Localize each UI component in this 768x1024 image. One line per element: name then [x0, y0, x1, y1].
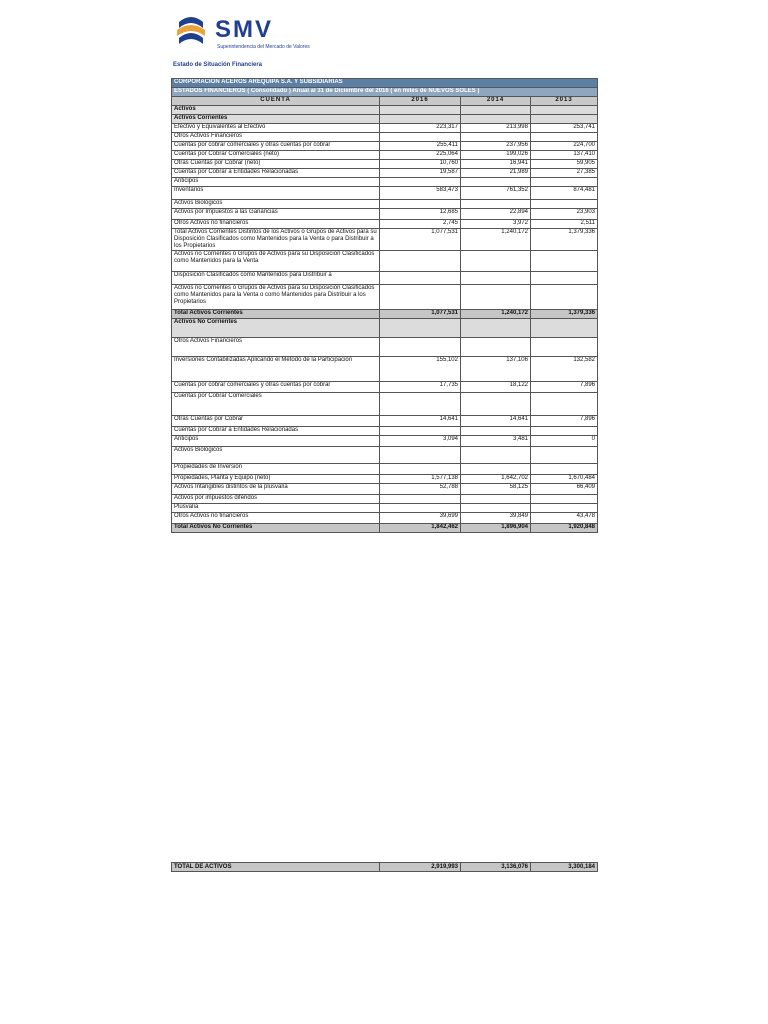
table-row [172, 357, 598, 382]
value-2016: 2,745 [380, 220, 461, 229]
value-2014 [461, 504, 531, 513]
account-label: Cuentas por cobrar comerciales y otras cuentas por cobrar [172, 382, 380, 393]
section-row [172, 106, 598, 115]
account-label: Efectivo y Equivalentes al Efectivo [172, 124, 380, 133]
value-2016: 1,842,462 [380, 524, 461, 533]
value-2014 [461, 393, 531, 416]
value-2013: 1,670,484 [531, 475, 598, 484]
value-2016 [380, 338, 461, 357]
column-header-2014: 2014 [461, 97, 531, 106]
account-label: Cuentas por cobrar comerciales y otras cuentas por cobrar [172, 142, 380, 151]
value-2013 [531, 200, 598, 209]
value-2013: 224,700 [531, 142, 598, 151]
value-2016: 155,102 [380, 357, 461, 382]
value-2013 [531, 319, 598, 338]
table-row [172, 178, 598, 187]
account-label: Otros Activos no financieros [172, 220, 380, 229]
table-row [172, 200, 598, 209]
value-2013 [531, 464, 598, 475]
account-label: Propiedades, Planta y Equipo (neto) [172, 475, 380, 484]
account-label: Total Activos Corrientes Distintos de los Activos o Grupos de Activos para su Disposición Clasificados como Mantenidos para la Venta o para Distribuir a los Propietarios [172, 229, 380, 251]
value-2016 [380, 427, 461, 436]
value-2014: 18,122 [461, 382, 531, 393]
value-2016 [380, 393, 461, 416]
value-2016 [380, 200, 461, 209]
statement-subtitle-row [172, 88, 598, 97]
account-label: Otros Activos Financieros [172, 338, 380, 357]
value-2013 [531, 447, 598, 464]
value-2014: 1,240,172 [461, 310, 531, 319]
column-header-account: CUENTA [172, 97, 380, 106]
value-2013: 253,741 [531, 124, 598, 133]
value-2014 [461, 106, 531, 115]
table-row [172, 484, 598, 495]
value-2014: 1,642,702 [461, 475, 531, 484]
account-label: Otros Activos Financieros [172, 133, 380, 142]
smv-logo-mark [173, 14, 209, 52]
value-2014: 3,972 [461, 220, 531, 229]
document-title: Estado de Situación Financiera [173, 62, 263, 68]
account-label: Otros Activos no financieros [172, 513, 380, 524]
value-2016: 19,587 [380, 169, 461, 178]
value-2013: 23,903 [531, 209, 598, 220]
value-2014: 16,941 [461, 160, 531, 169]
account-label: Cuentas por Cobrar Comerciales (neto) [172, 151, 380, 160]
value-2013 [531, 285, 598, 310]
value-2013: 137,410 [531, 151, 598, 160]
account-label: Total Activos No Corrientes [172, 524, 380, 533]
value-2013 [531, 338, 598, 357]
section-row [172, 319, 598, 338]
account-label: Inversiones Contabilizadas Aplicando el Método de la Participación [172, 357, 380, 382]
value-2013 [531, 106, 598, 115]
value-2016 [380, 272, 461, 285]
grand-total-table [171, 862, 598, 872]
table-row [172, 495, 598, 504]
table-row [172, 285, 598, 310]
value-2014: 21,989 [461, 169, 531, 178]
table-row [172, 504, 598, 513]
value-2013 [531, 178, 598, 187]
value-2014: 761,352 [461, 187, 531, 200]
table-row [172, 475, 598, 484]
table-row [172, 513, 598, 524]
table-row [172, 151, 598, 160]
account-label: Activos no Corrientes o Grupos de Activos para su Disposición Clasificados como Mantenidos para la Venta [172, 251, 380, 272]
account-label: Activos no Corrientes o Grupos de Activos para su Disposición Clasificados como Mantenidos para la Venta o como Mantenidos para Distribuir a los Propietarios [172, 285, 380, 310]
table-row [172, 169, 598, 178]
value-2016: 3,094 [380, 436, 461, 447]
value-2013 [531, 393, 598, 416]
table-row [172, 124, 598, 133]
value-2016: 1,077,531 [380, 310, 461, 319]
section-row [172, 115, 598, 124]
account-label: Cuentas por Cobrar Comerciales [172, 393, 380, 416]
table-row [172, 382, 598, 393]
value-2014: 137,106 [461, 357, 531, 382]
value-2014: 1,240,172 [461, 229, 531, 251]
grand-total-row [172, 863, 598, 872]
value-2016: 1,077,531 [380, 229, 461, 251]
value-2014: 22,894 [461, 209, 531, 220]
value-2014 [461, 200, 531, 209]
grand-total-2016: 2,919,993 [380, 863, 461, 872]
table-row [172, 229, 598, 251]
table-row [172, 187, 598, 200]
value-2013: 43,478 [531, 513, 598, 524]
value-2014 [461, 447, 531, 464]
account-label: Anticipos [172, 436, 380, 447]
account-label: Propiedades de Inversión [172, 464, 380, 475]
value-2016 [380, 133, 461, 142]
value-2014 [461, 427, 531, 436]
account-label: Inventarios [172, 187, 380, 200]
account-label: Cuentas por Cobrar a Entidades Relacionadas [172, 169, 380, 178]
value-2013 [531, 495, 598, 504]
account-label: Anticipos [172, 178, 380, 187]
financial-statement-table [171, 78, 598, 533]
value-2016 [380, 319, 461, 338]
table-row [172, 133, 598, 142]
value-2014 [461, 285, 531, 310]
value-2013: 27,385 [531, 169, 598, 178]
value-2014 [461, 495, 531, 504]
value-2016: 10,760 [380, 160, 461, 169]
value-2013 [531, 251, 598, 272]
value-2013: 1,379,336 [531, 310, 598, 319]
table-row [172, 220, 598, 229]
value-2013: 66,409 [531, 484, 598, 495]
value-2014: 199,026 [461, 151, 531, 160]
value-2014 [461, 133, 531, 142]
table-row [172, 464, 598, 475]
statement-subtitle: ESTADOS FINANCIEROS ( Consolidado ) Anual al 31 de Diciembre del 2016 ( en miles de NUEVOS SOLES ) [172, 88, 598, 97]
value-2014 [461, 319, 531, 338]
account-label: Activos por Impuestos a las Ganancias [172, 209, 380, 220]
value-2013 [531, 133, 598, 142]
value-2016: 52,788 [380, 484, 461, 495]
value-2014: 237,956 [461, 142, 531, 151]
value-2016: 225,064 [380, 151, 461, 160]
column-header-2016: 2016 [380, 97, 461, 106]
value-2014 [461, 251, 531, 272]
value-2016: 223,317 [380, 124, 461, 133]
account-label: Activos [172, 106, 380, 115]
value-2016 [380, 178, 461, 187]
table-row [172, 338, 598, 357]
account-label: Otras Cuentas por Cobrar (neto) [172, 160, 380, 169]
value-2014: 39,849 [461, 513, 531, 524]
account-label: Activos Intangibles distintos de la plusvalía [172, 484, 380, 495]
value-2013 [531, 272, 598, 285]
value-2014: 58,125 [461, 484, 531, 495]
value-2013: 132,582 [531, 357, 598, 382]
value-2016 [380, 115, 461, 124]
value-2014: 3,481 [461, 436, 531, 447]
grand-total-label: TOTAL DE ACTIVOS [172, 863, 380, 872]
value-2014 [461, 115, 531, 124]
table-row [172, 209, 598, 220]
value-2013 [531, 115, 598, 124]
column-header-row [172, 97, 598, 106]
table-row [172, 393, 598, 416]
total-row [172, 310, 598, 319]
value-2014: 1,896,904 [461, 524, 531, 533]
account-label: Activos Corrientes [172, 115, 380, 124]
value-2016 [380, 495, 461, 504]
value-2016: 12,685 [380, 209, 461, 220]
value-2014 [461, 272, 531, 285]
account-label: Plusvalía [172, 504, 380, 513]
table-row [172, 272, 598, 285]
account-label: Activos Biológicos [172, 200, 380, 209]
value-2016: 1,577,138 [380, 475, 461, 484]
value-2016 [380, 504, 461, 513]
table-row [172, 416, 598, 427]
table-row [172, 142, 598, 151]
value-2013: 1,379,336 [531, 229, 598, 251]
value-2016 [380, 285, 461, 310]
logo-subtitle: Superintendencia del Mercado de Valores [217, 44, 310, 50]
value-2013 [531, 427, 598, 436]
account-label: Total Activos Corrientes [172, 310, 380, 319]
value-2013: 1,920,848 [531, 524, 598, 533]
value-2016 [380, 251, 461, 272]
account-label: Cuentas por Cobrar a Entidades Relacionadas [172, 427, 380, 436]
value-2013: 59,905 [531, 160, 598, 169]
value-2016 [380, 447, 461, 464]
value-2014: 14,641 [461, 416, 531, 427]
value-2013: 7,896 [531, 416, 598, 427]
account-label: Activos No Corrientes [172, 319, 380, 338]
grand-total-2013: 3,300,184 [531, 863, 598, 872]
account-label: Otras Cuentas por Cobrar [172, 416, 380, 427]
value-2016: 255,411 [380, 142, 461, 151]
table-row [172, 436, 598, 447]
grand-total-2014: 3,136,076 [461, 863, 531, 872]
value-2014 [461, 338, 531, 357]
value-2013: 2,511 [531, 220, 598, 229]
table-row [172, 251, 598, 272]
value-2014: 213,998 [461, 124, 531, 133]
table-row [172, 160, 598, 169]
company-header-row [172, 79, 598, 88]
table-row [172, 427, 598, 436]
total-row [172, 524, 598, 533]
smv-logo [173, 14, 310, 54]
value-2013: 874,481 [531, 187, 598, 200]
value-2016: 39,699 [380, 513, 461, 524]
value-2013: 0 [531, 436, 598, 447]
column-header-2013: 2013 [531, 97, 598, 106]
value-2016 [380, 464, 461, 475]
logo-text: SMV [215, 16, 274, 43]
value-2014 [461, 178, 531, 187]
table-row [172, 447, 598, 464]
value-2016: 14,641 [380, 416, 461, 427]
account-label: Disposición Clasificados como Mantenidos para Distribuir a [172, 272, 380, 285]
value-2014 [461, 464, 531, 475]
value-2016 [380, 106, 461, 115]
value-2013 [531, 504, 598, 513]
value-2016: 583,473 [380, 187, 461, 200]
account-label: Activos por impuestos diferidos [172, 495, 380, 504]
value-2016: 17,735 [380, 382, 461, 393]
value-2013: 7,896 [531, 382, 598, 393]
company-name: CORPORACION ACEROS AREQUIPA S.A. Y SUBSIDIARIAS [172, 79, 598, 88]
account-label: Activos Biológicos [172, 447, 380, 464]
